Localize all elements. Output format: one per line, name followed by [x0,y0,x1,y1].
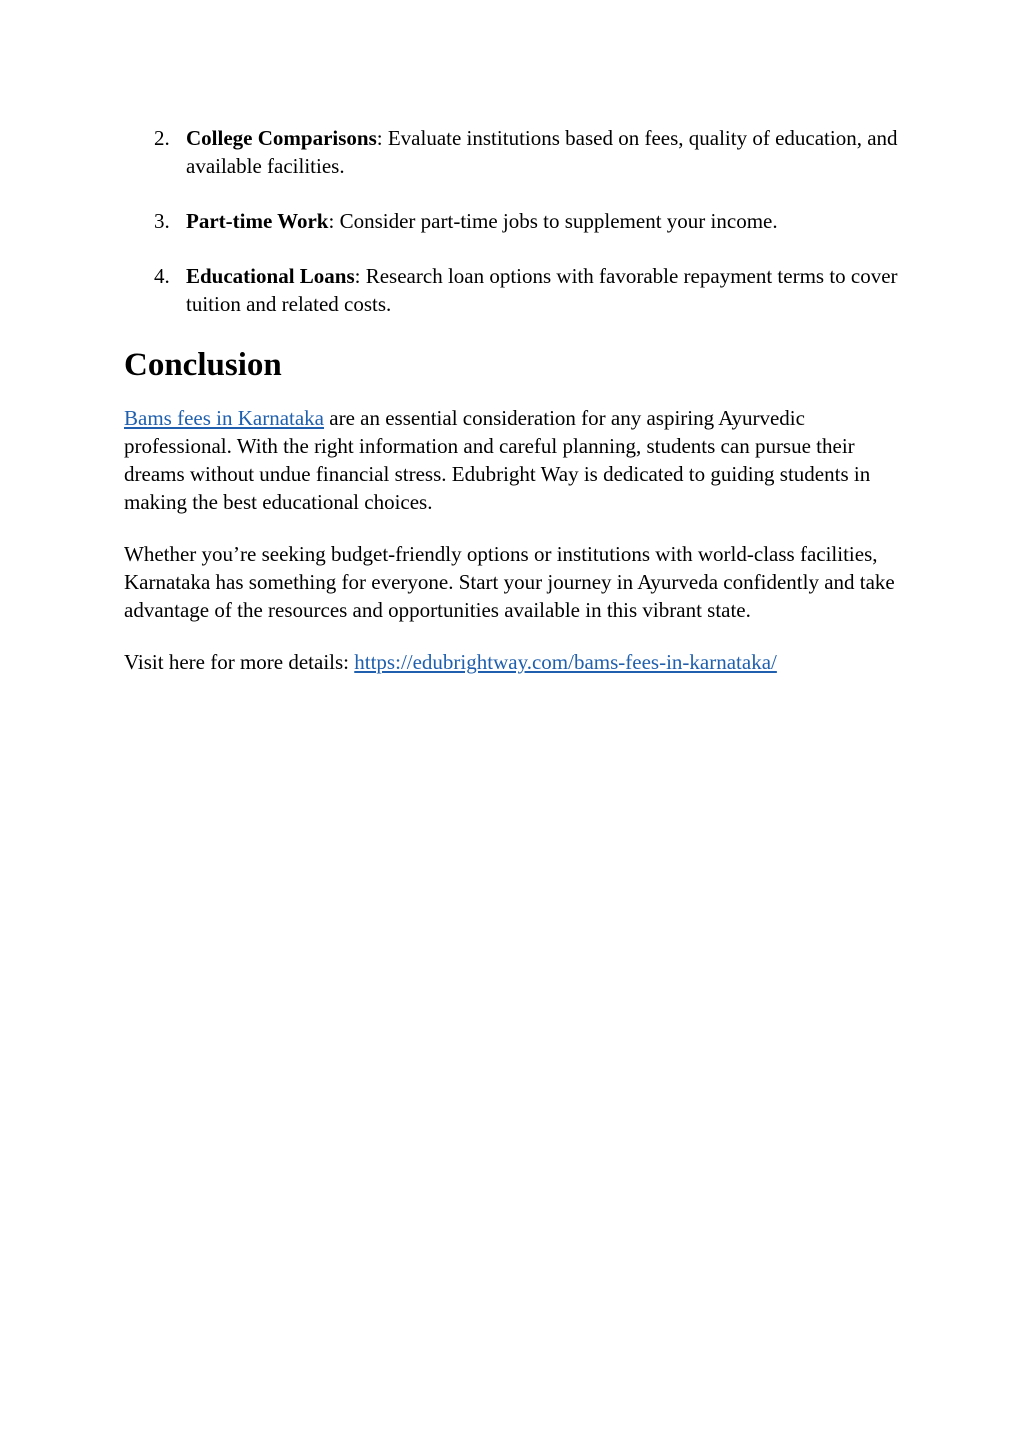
list-item-separator: : [328,209,335,233]
list-item-text: Research loan options with favorable repayment terms to cover tuition and related costs. [186,264,898,316]
list-item [124,207,899,235]
list-item-separator: : [376,126,383,150]
list-item-separator: : [354,264,361,288]
page-content [124,124,899,700]
details-url-link[interactable]: https://edubrightway.com/bams-fees-in-karnataka/ [354,650,777,674]
conclusion-paragraph-1 [124,404,899,516]
list-item [124,262,899,318]
list-item-title: Part-time Work [186,209,329,233]
list-item-number: 2. [154,126,170,150]
visit-label: Visit here for more details: [124,650,355,674]
conclusion-paragraph-1-text: are an essential consideration for any aspiring Ayurvedic professional. With the right information and careful planning, students can pursue their dreams without undue financial stress. Edubright Way is dedicated to guiding students in making the best educational choices. [124,406,871,514]
list-item-text: Evaluate institutions based on fees, quality of education, and available facilities. [186,126,898,178]
list-item-number: 3. [154,209,170,233]
tips-list [124,124,899,318]
list-item [124,124,899,180]
conclusion-paragraph-2: Whether you’re seeking budget-friendly options or institutions with world-class facilities, Karnataka has something for everyone. Start your journey in Ayurveda confidently and take advantage of the resources and opportunities available in this vibrant state. [124,542,895,622]
conclusion-heading: Conclusion [124,347,282,383]
list-item-title: College Comparisons [186,126,377,150]
list-item-text: Consider part-time jobs to supplement your income. [334,209,778,233]
visit-paragraph [124,648,899,676]
bams-fees-link[interactable]: Bams fees in Karnataka [124,406,325,430]
list-item-number: 4. [154,264,170,288]
list-item-title: Educational Loans [186,264,355,288]
